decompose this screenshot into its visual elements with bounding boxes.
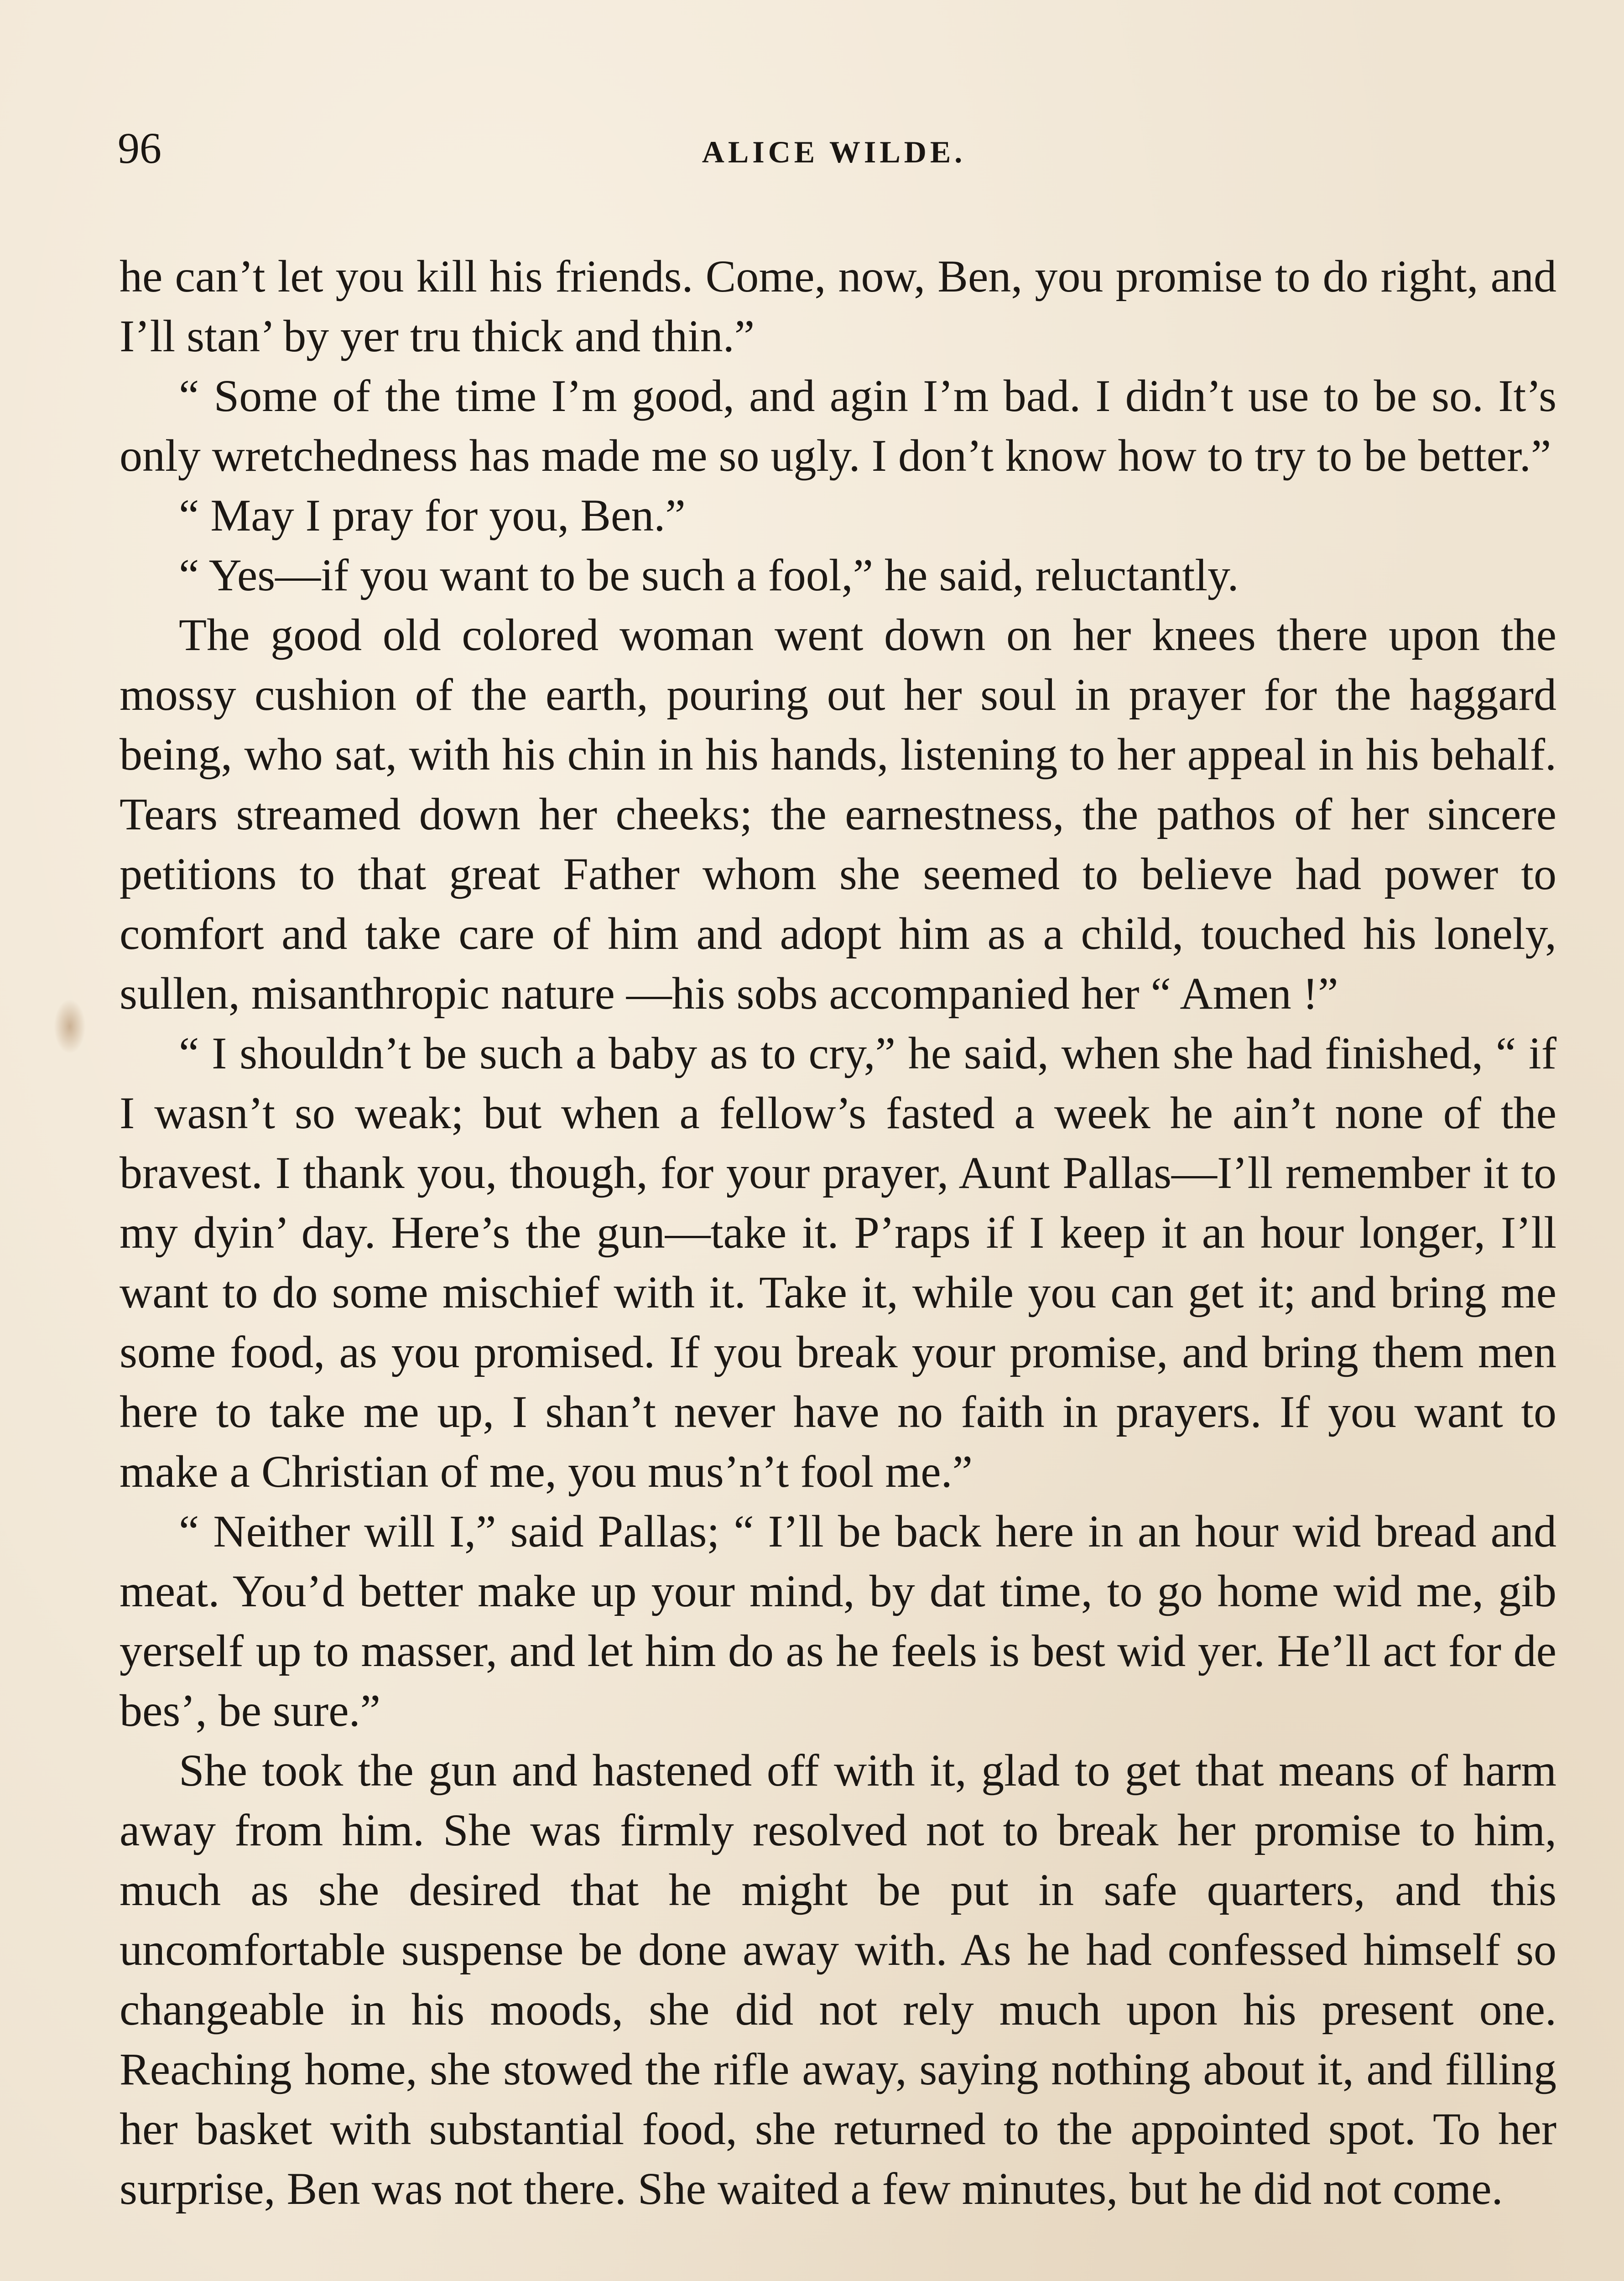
paragraph: “ Some of the time I’m good, and agin I’m bad. I didn’t use to be so. It’s only wretchedness has made me so ugly. I don’t know how to try to be better.” xyxy=(120,370,1556,481)
paragraph: “ I shouldn’t be such a baby as to cry,” he said, when she had finished, “ if I wasn’t so weak; but when a fellow’s fasted a week he ain’t none of the bravest. I thank you, though, for your prayer, Aunt Pallas—I’ll remember it to my dyin’ day. Here’s the gun—take it. P’raps if I keep it an hour longer, I’ll want to do some mischief with it. Take it, while you can get it; and bring me some food, as you promised. If you break your promise, and bring them men here to take me up, I shan’t never have no faith in prayers. If you want to make a Christian of me, you mus’n’t fool me.” xyxy=(120,1028,1556,1497)
paragraph: “ Yes—if you want to be such a fool,” he said, reluctantly. xyxy=(179,550,1239,600)
paper-stain xyxy=(54,999,86,1054)
paragraph: She took the gun and hastened off with it, glad to get that means of harm away from him. She was firmly resolved not to break her promise to him, much as she desired that he might be put in safe quarters, and this uncomfortable suspense be done away with. As he had confessed himself so changeable in his moods, she did not rely much upon his present one. Reaching home, she stowed the rifle away, saying nothing about it, and filling her basket with substantial food, she returned to the appointed spot. To her surprise, Ben was not there. She waited a few minutes, but he did not come. xyxy=(120,1745,1556,2214)
paragraph: The good old colored woman went down on her knees there upon the mossy cushion of the earth, pouring out her soul in prayer for the haggard being, who sat, with his chin in his hands, listening to her appeal in his behalf. Tears streamed down her cheeks; the earnestness, the pathos of her sincere petitions to that great Father whom she seemed to believe had power to comfort and take care of him and adopt him as a child, touched his lonely, sullen, misanthropic nature —his sobs accompanied her “ Amen !” xyxy=(120,609,1556,1019)
paragraph: “ Neither will I,” said Pallas; “ I’ll be back here in an hour wid bread and meat. You’d better make up your mind, by dat time, to go home wid me, gib yerself up to masser, and let him do as he feels is best wid yer. He’ll act for de bes’, be sure.” xyxy=(120,1506,1556,1736)
body-text xyxy=(120,246,1556,2219)
paragraph: he can’t let you kill his friends. Come, now, Ben, you promise to do right, and I’ll stan’ by yer tru thick and thin.” xyxy=(120,251,1556,361)
running-title: ALICE WILDE. xyxy=(702,135,966,169)
page-number: 96 xyxy=(118,124,161,172)
paragraph: “ May I pray for you, Ben.” xyxy=(179,490,686,541)
page-header xyxy=(118,123,1550,187)
